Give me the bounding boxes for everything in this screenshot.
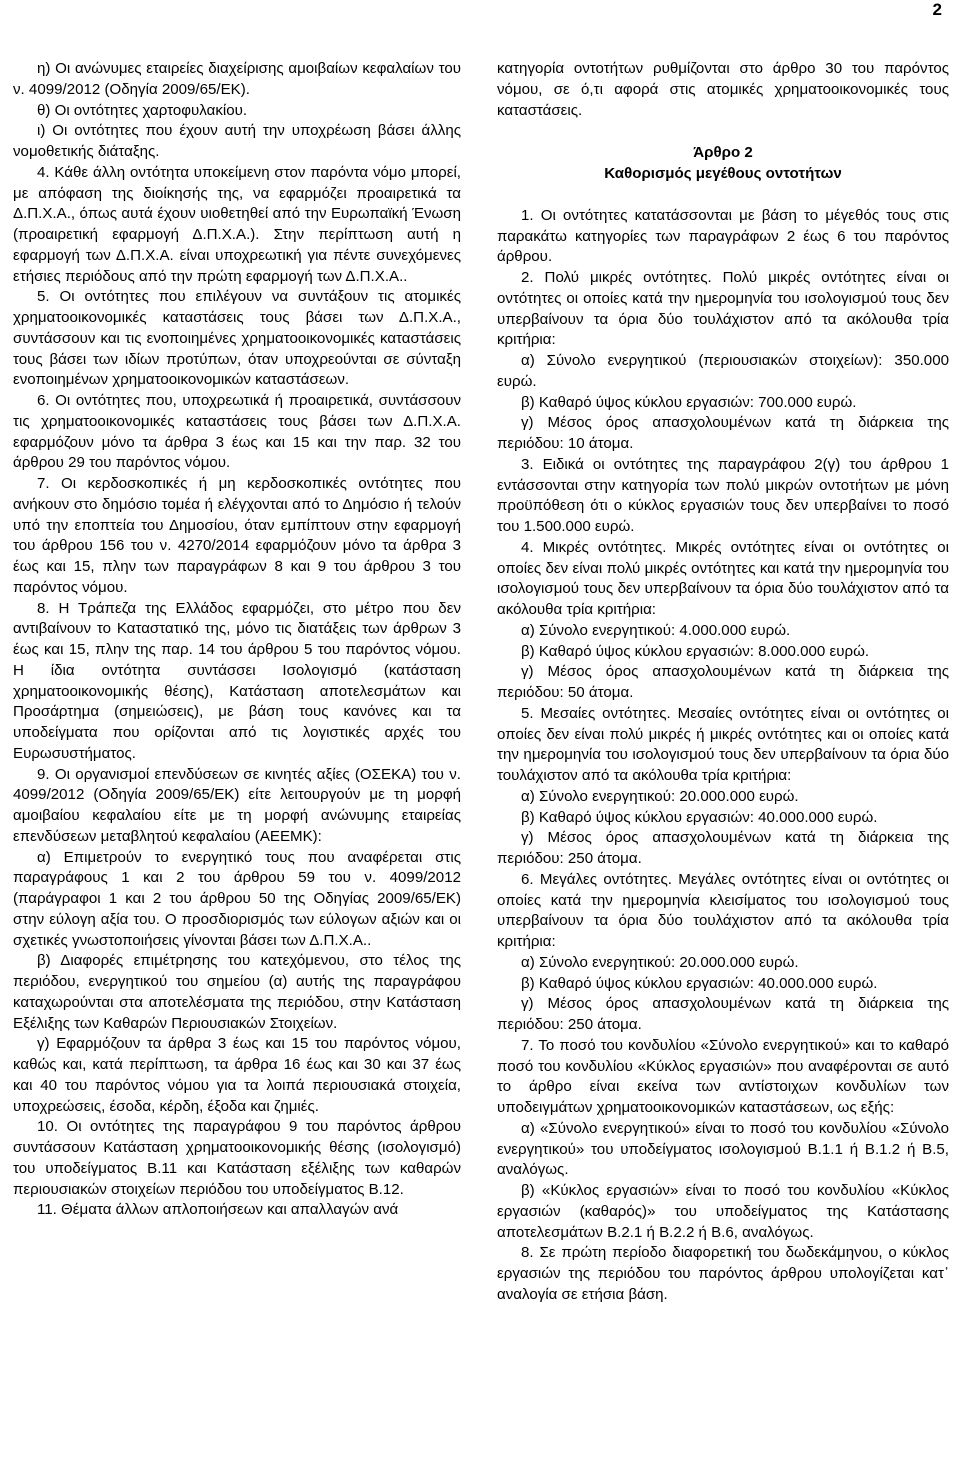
paragraph: 5. Μεσαίες οντότητες. Μεσαίες οντότητες είναι οι οντότητες οι οποίες δεν είναι πολύ μικρές ή μικρές οντότητες και οι οποίες κατά την ημερομηνία του ισολογισμού τους δεν υπερβαίνουν τα όρια δύο τουλάχιστον από τα ακόλουθα τρία κριτήρια: <box>497 704 949 784</box>
paragraph: γ) Μέσος όρος απασχολουμένων κατά τη διάρκεια της περιόδου: 250 άτομα. <box>497 829 949 867</box>
paragraph: α) «Σύνολο ενεργητικού» είναι το ποσό του κονδυλίου «Σύνολο ενεργητικού» του υποδείγματος ισολογισμού Β.1.1 ή Β.1.2 ή Β.5, αναλόγως. <box>497 1119 949 1179</box>
paragraph: 3. Ειδικά οι οντότητες της παραγράφου 2(γ) του άρθρου 1 εντάσσονται στην κατηγορία των πολύ μικρών οντοτήτων με μόνη προϋπόθεση ότι ο κύκλος εργασιών τους δεν υπερβαίνει το ποσό του 1.500.000 ευρώ. <box>497 455 949 535</box>
paragraph: α) Σύνολο ενεργητικού: 4.000.000 ευρώ. <box>521 621 791 639</box>
paragraph: β) Καθαρό ύψος κύκλου εργασιών: 40.000.000 ευρώ. <box>521 808 878 826</box>
paragraph: β) Καθαρό ύψος κύκλου εργασιών: 40.000.000 ευρώ. <box>521 974 878 992</box>
paragraph: β) Διαφορές επιμέτρησης του κατεχόμενου, στο τέλος της περιόδου, ενεργητικού του σημείου (α) αυτής της παραγράφου καταχωρούνται στα αποτελέσματα της περιόδου, στην Κατάσταση Εξέλιξης των Καθαρών Περιουσιακών Στοιχείων. <box>13 952 461 1032</box>
paragraph: η) Οι ανώνυμες εταιρείες διαχείρισης αμοιβαίων κεφαλαίων του ν. 4099/2012 (Οδηγία 2009/65/ΕΚ). <box>13 60 461 98</box>
paragraph: β) Καθαρό ύψος κύκλου εργασιών: 8.000.000 ευρώ. <box>521 642 870 660</box>
article-heading: Άρθρο 2 <box>693 144 753 162</box>
paragraph: 5. Οι οντότητες που επιλέγουν να συντάξουν τις ατομικές χρηματοοικονομικές καταστάσεις τους βάσει των Δ.Π.Χ.Α., συντάσσουν και τις ενοποιημένες χρηματοοικονομικές καταστάσεις τους βάσει των ιδίων προτύπων, όταν υποχρεούνται σε σύνταξη ενοποιημένων χρηματοοικονομικών καταστάσεων. <box>13 288 461 389</box>
paragraph: γ) Μέσος όρος απασχολουμένων κατά τη διάρκεια της περιόδου: 10 άτομα. <box>497 414 949 452</box>
paragraph: 4. Μικρές οντότητες. Μικρές οντότητες είναι οι οντότητες οι οποίες δεν είναι πολύ μικρές οντότητες και κατά την ημερομηνία του ισολογισμού τους δεν υπερβαίνουν τα όρια δύο τουλάχιστον από τα ακόλουθα τρία κριτήρια: <box>497 538 949 618</box>
paragraph: β) «Κύκλος εργασιών» είναι το ποσό του κονδυλίου «Κύκλος εργασιών (καθαρός)» του υποδείγματος της Κατάστασης αποτελεσμάτων Β.2.1 ή Β.2.2 ή Β.6, αναλόγως. <box>497 1182 949 1241</box>
paragraph: 2. Πολύ μικρές οντότητες. Πολύ μικρές οντότητες είναι οι οντότητες οι οποίες κατά την ημερομηνία του ισολογισμού τους δεν υπερβαίνουν τα όρια δύο τουλάχιστον από τα ακόλουθα τρία κριτήρια: <box>497 269 949 349</box>
paragraph: 4. Κάθε άλλη οντότητα υποκείμενη στον παρόντα νόμο μπορεί, με απόφαση της διοίκησής της, να εφαρμόζει προαιρετικά τα Δ.Π.Χ.Α., όπως αυτά έχουν υιοθετηθεί από την Ευρωπαϊκή Ένωση (προαιρετική εφαρμογή Δ.Π.Χ.Α.). Στην περίπτωση αυτή η εφαρμογή των Δ.Π.Χ.Α. είναι υποχρεωτική για πέντε συνεχόμενες ετήσιες περιόδους από την πρώτη εφαρμογή των Δ.Π.Χ.Α.. <box>13 163 461 285</box>
page-number: 2 <box>932 0 942 19</box>
paragraph: α) Σύνολο ενεργητικού (περιουσιακών στοιχείων): 350.000 ευρώ. <box>497 352 949 390</box>
paragraph: 11. Θέματα άλλων απλοποιήσεων και απαλλαγών ανά <box>37 1201 399 1219</box>
paragraph: α) Επιμετρούν το ενεργητικό τους που αναφέρεται στις παραγράφους 1 και 2 του άρθρου 59 του ν. 4099/2012 (παράγραφοι 1 και 2 του άρθρου 50 της Οδηγίας 2009/65/ΕΚ) στην εύλογη αξία του. Ο προσδιορισμός των εύλογων αξιών και οι σχετικές γνωστοποιήσεις γίνονται βάσει των Δ.Π.Χ.Α.. <box>13 848 461 949</box>
paragraph: 10. Οι οντότητες της παραγράφου 9 του παρόντος άρθρου συντάσσουν Κατάσταση χρηματοοικονομικής θέσης (ισολογισμό) του υποδείγματος Β.11 και Κατάσταση εξέλιξης των καθαρών περιουσιακών στοιχείων περιόδου του υποδείγματος Β.12. <box>13 1118 461 1198</box>
paragraph: γ) Μέσος όρος απασχολουμένων κατά τη διάρκεια της περιόδου: 250 άτομα. <box>497 995 949 1033</box>
paragraph: θ) Οι οντότητες χαρτοφυλακίου. <box>37 101 248 119</box>
paragraph: γ) Μέσος όρος απασχολουμένων κατά τη διάρκεια της περιόδου: 50 άτομα. <box>497 663 949 701</box>
paragraph: 7. Το ποσό του κονδυλίου «Σύνολο ενεργητικού» και το καθαρό ποσό του κονδυλίου «Κύκλος εργασιών» που αναφέρονται σε αυτό το άρθρο είναι εκείνα των αντίστοιχων κονδυλίων των υποδειγμάτων χρηματοοικονομικών καταστάσεων, ως εξής: <box>497 1036 949 1116</box>
paragraph: γ) Εφαρμόζουν τα άρθρα 3 έως και 15 του παρόντος νόμου, καθώς και, κατά περίπτωση, τα άρθρα 16 έως και 30 και 37 έως και 40 του παρόντος νόμου για τα λοιπά περιουσιακά στοιχεία, υποχρεώσεις, έσοδα, κέρδη, έξοδα και ζημιές. <box>13 1035 461 1115</box>
paragraph: β) Καθαρό ύψος κύκλου εργασιών: 700.000 ευρώ. <box>521 393 857 411</box>
paragraph: ι) Οι οντότητες που έχουν αυτή την υποχρέωση βάσει άλλης νομοθετικής διάταξης. <box>13 122 461 160</box>
paragraph: 8. Σε πρώτη περίοδο διαφορετική του δωδεκάμηνου, ο κύκλος εργασιών της περιόδου του παρόντος άρθρου υπολογίζεται κατ᾽ αναλογία σε ετήσια βάση. <box>497 1244 949 1303</box>
paragraph: 8. Η Τράπεζα της Ελλάδος εφαρμόζει, στο μέτρο που δεν αντιβαίνουν το Καταστατικό της, μόνο τις διατάξεις των άρθρων 3 έως και 15, πλην της παρ. 14 του άρθρου 5 του παρόντος νόμου. Η ίδια οντότητα συντάσσει Ισολογισμό (κατάσταση χρηματοοικονομικής θέσης), Κατάσταση αποτελεσμάτων και Προσάρτημα (σημειώσεις), με βάση τους κανόνες και τα υποδείγματα που ορίζονται από τις λογιστικές αρχές του Ευρωσυστήματος. <box>13 599 461 762</box>
paragraph: 6. Μεγάλες οντότητες. Μεγάλες οντότητες είναι οι οντότητες οι οποίες κατά την ημερομηνία κλεισίματος του ισολογισμού τους υπερβαίνουν τα όρια δύο τουλάχιστον από τα ακόλουθα τρία κριτήρια: <box>497 870 949 950</box>
paragraph: 9. Οι οργανισμοί επενδύσεων σε κινητές αξίες (ΟΣΕΚΑ) του ν. 4099/2012 (Οδηγία 2009/65/ΕΚ) είτε λειτουργούν με τη μορφή αμοιβαίου κεφαλαίου είτε με τη μορφή ανώνυμης εταιρείας επενδύσεων μεταβλητού κεφαλαίου (ΑΕΕΜΚ): <box>13 765 461 845</box>
paragraph: 6. Οι οντότητες που, υποχρεωτικά ή προαιρετικά, συντάσσουν τις χρηματοοικονομικές καταστάσεις τους βάσει των Δ.Π.Χ.Α. εφαρμόζουν μόνο τα άρθρα 3 έως και 15 και την παρ. 32 του άρθρου 29 του παρόντος νόμου. <box>13 392 461 472</box>
article-title: Καθορισμός μεγέθους οντοτήτων <box>604 165 842 182</box>
paragraph: 1. Οι οντότητες κατατάσσονται με βάση το μέγεθός τους στις παρακάτω κατηγορίες των παραγράφων 2 έως 6 του παρόντος άρθρου. <box>497 206 949 266</box>
paragraph: α) Σύνολο ενεργητικού: 20.000.000 ευρώ. <box>521 787 799 805</box>
left-column <box>13 59 461 1221</box>
paragraph: κατηγορία οντοτήτων ρυθμίζονται στο άρθρο 30 του παρόντος νόμου, σε ό,τι αφορά στις ατομικές χρηματοοικονομικές τους καταστάσεις. <box>497 60 949 119</box>
paragraph: 7. Οι κερδοσκοπικές ή μη κερδοσκοπικές οντότητες που ανήκουν στο δημόσιο τομέα ή ελέγχονται από το Δημόσιο ή τελούν υπό την εποπτεία του Δημοσίου, όταν εμπίπτουν στην εφαρμογή του άρθρου 156 του ν. 4270/2014 εφαρμόζουν μόνο τα άρθρα 3 έως και 15, πλην των παραγράφων 8 και 9 του άρθρου 3 του παρόντος νόμου. <box>13 475 461 596</box>
paragraph: α) Σύνολο ενεργητικού: 20.000.000 ευρώ. <box>521 953 799 971</box>
right-column <box>497 59 949 1306</box>
